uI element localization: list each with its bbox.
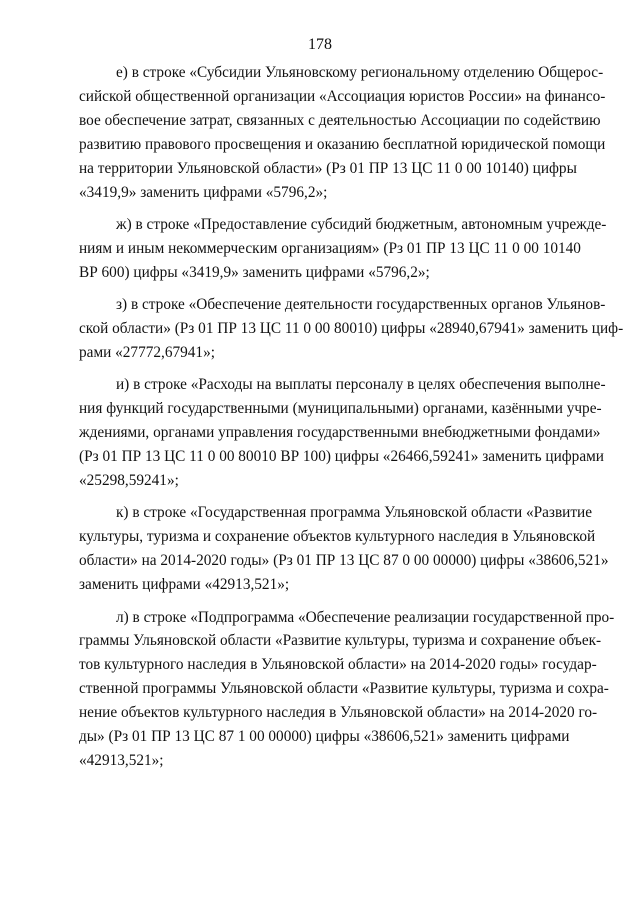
text-line: «42913,521»;: [79, 751, 164, 769]
text-line: тов культурного наследия в Ульяновской области» на 2014-2020 годы» государ-: [79, 656, 597, 674]
amendment-paragraph-zh: [79, 213, 607, 285]
text-line: ж) в строке «Предоставление субсидий бюджетным, автономным учрежде-: [116, 215, 607, 233]
text-line: ской области» (Рз 01 ПР 13 ЦС 11 0 00 80010) цифры «28940,67941» заменить циф-: [79, 320, 624, 338]
text-line: (Рз 01 ПР 13 ЦС 11 0 00 80010 ВР 100) цифры «26466,59241» заменить цифрами: [79, 448, 604, 466]
text-line: ственной программы Ульяновской области «Развитие культуры, туризма и сохра-: [79, 680, 609, 698]
text-line: з) в строке «Обеспечение деятельности государственных органов Ульянов-: [116, 296, 606, 314]
text-line: нение объектов культурного наследия в Ульяновской области» на 2014-2020 го-: [79, 704, 598, 722]
text-line: заменить цифрами «42913,521»;: [79, 576, 290, 594]
text-line: ниям и иным некоммерческим организациям» (Рз 01 ПР 13 ЦС 11 0 00 10140: [79, 239, 581, 257]
text-line: области» на 2014-2020 годы» (Рз 01 ПР 13 ЦС 87 0 00 00000) цифры «38606,521»: [79, 552, 609, 570]
text-line: л) в строке «Подпрограмма «Обеспечение реализации государственной про-: [116, 608, 615, 626]
text-line: граммы Ульяновской области «Развитие культуры, туризма и сохранение объек-: [79, 632, 602, 650]
text-line: к) в строке «Государственная программа Ульяновской области «Развитие: [116, 504, 593, 522]
text-line: сийской общественной организации «Ассоциация юристов России» на финансо-: [79, 87, 606, 105]
text-line: «3419,9» заменить цифрами «5796,2»;: [79, 183, 328, 201]
amendment-paragraph-k: [79, 501, 609, 597]
text-line: рами «27772,67941»;: [79, 343, 215, 361]
text-line: е) в строке «Субсидии Ульяновскому региональному отделению Общерос-: [116, 64, 604, 81]
text-line: ды» (Рз 01 ПР 13 ЦС 87 1 00 00000) цифры «38606,521» заменить цифрами: [79, 728, 570, 746]
text-line: на территории Ульяновской области» (Рз 01 ПР 13 ЦС 11 0 00 10140) цифры: [79, 159, 577, 177]
text-line: ждениями, органами управления государственными внебюджетными фондами»: [79, 424, 601, 442]
text-line: ния функций государственными (муниципальными) органами, казёнными учре-: [79, 400, 602, 418]
amendment-paragraph-e: [79, 61, 606, 204]
text-line: вое обеспечение затрат, связанных с деятельностью Ассоциации по содействию: [79, 111, 601, 129]
page-number: 178: [308, 36, 332, 53]
text-line: «25298,59241»;: [79, 472, 179, 489]
amendment-paragraph-z: [79, 293, 624, 365]
text-line: ВР 600) цифры «3419,9» заменить цифрами «5796,2»;: [79, 263, 430, 281]
text-line: развитию правового просвещения и оказанию бесплатной юридической помощи: [79, 135, 606, 153]
amendment-paragraph-l: [79, 606, 615, 773]
document-body: [79, 61, 624, 773]
text-line: и) в строке «Расходы на выплаты персоналу в целях обеспечения выполне-: [116, 376, 606, 394]
amendment-paragraph-i: [79, 373, 606, 493]
text-line: культуры, туризма и сохранение объектов культурного наследия в Ульяновской: [79, 528, 596, 546]
